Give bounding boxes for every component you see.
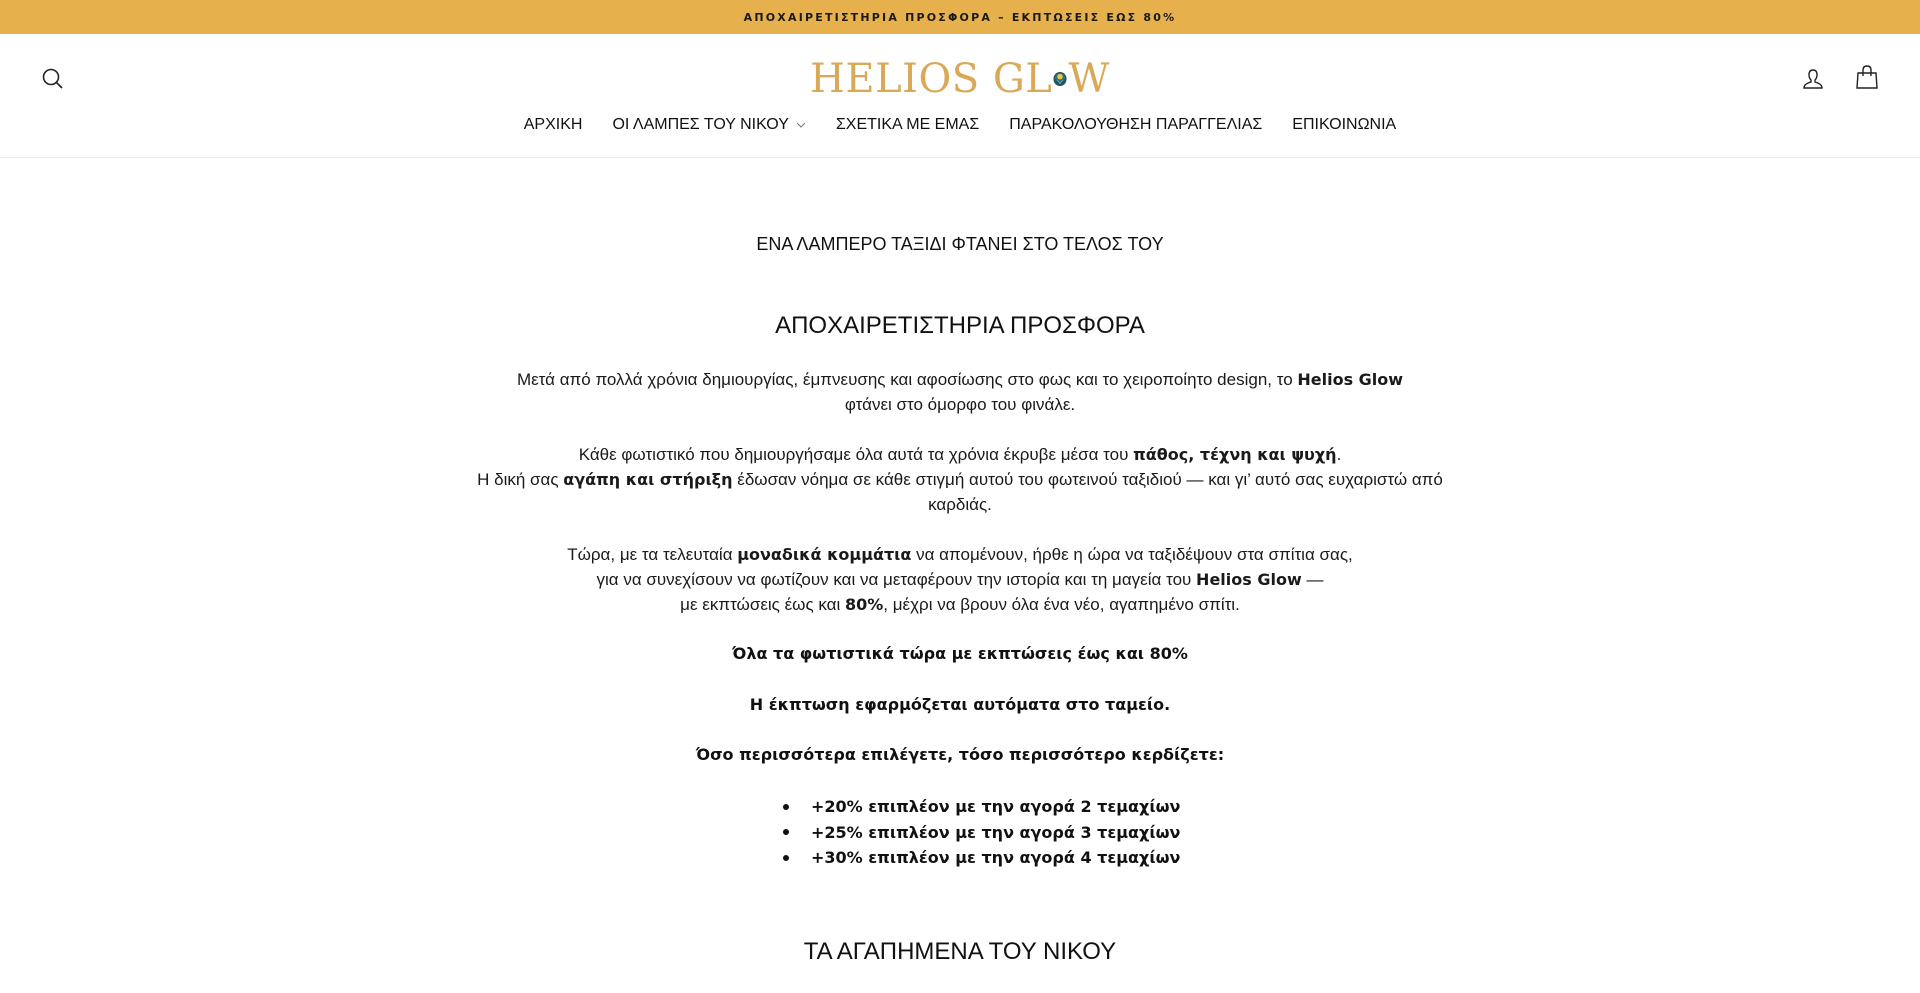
nav-about-label: ΣΧΕΤΙΚΑ ΜΕ ΕΜΑΣ: [835, 116, 980, 133]
nav-contact[interactable]: [1277, 116, 1411, 134]
nav-order-tracking[interactable]: [994, 116, 1277, 134]
text: .: [1336, 445, 1342, 464]
announcement-text: ΑΠΟΧΑΙΡΕΤΙΣΤΗΡΙΑ ΠΡΟΣΦΟΡΑ – ΕΚΠΤΩΣΕΙΣ ΕΩΣ 80%: [743, 10, 1177, 24]
account-icon: [1801, 67, 1825, 91]
list-item-text: +20% επιπλέον με την αγορά 2 τεμαχίων: [811, 797, 1181, 816]
nav-home-label: ΑΡΧΙΚΗ: [523, 116, 583, 133]
logo[interactable]: [810, 54, 1110, 104]
list-item-text: +30% επιπλέον με την αγορά 4 τεμαχίων: [811, 848, 1181, 867]
intro-paragraph: [460, 367, 1460, 417]
featured-section-title: ΤΑ ΑΓΑΠΗΜΕΝΑ ΤΟΥ ΝΙΚΟΥ: [803, 938, 1117, 965]
text: Μετά από πολλά χρόνια δημιουργίας, έμπνευσης και αφοσίωσης στο φως και το χειροποίητο design, το: [516, 370, 1298, 389]
main-nav: [0, 110, 1920, 140]
emphasis: αγάπη και στήριξη: [563, 470, 733, 489]
search-button[interactable]: [38, 64, 68, 94]
logo-text-end: W: [1068, 56, 1110, 102]
nav-home[interactable]: [509, 116, 598, 134]
page-title: ΑΠΟΧΑΙΡΕΤΙΣΤΗΡΙΑ ΠΡΟΣΦΟΡΑ: [775, 312, 1145, 339]
nav-contact-label: ΕΠΙΚΟΙΝΩΝΙΑ: [1292, 116, 1397, 133]
text: Κάθε φωτιστικό που δημιουργήσαμε όλα αυτά τα χρόνια έκρυβε μέσα του: [578, 445, 1134, 464]
cart-button[interactable]: [1852, 62, 1882, 92]
text: με εκπτώσεις έως και: [680, 595, 845, 614]
nav-order-tracking-label: ΠΑΡΑΚΟΛΟΥΘΗΣΗ ΠΑΡΑΓΓΕΛΙΑΣ: [1009, 116, 1263, 133]
text: να απομένουν, ήρθε η ώρα να ταξιδέψουν στα σπίτια σας,: [911, 545, 1353, 564]
search-icon: [42, 68, 64, 90]
bag-icon: [1855, 64, 1879, 90]
site-header: [0, 34, 1920, 158]
bullet-icon: [783, 829, 789, 835]
bullet-icon: [783, 855, 789, 861]
list-item-text: +25% επιπλέον με την αγορά 3 τεμαχίων: [811, 822, 1181, 842]
discount-headline: Όλα τα φωτιστικά τώρα με εκπτώσεις έως και 80%: [732, 644, 1188, 663]
offer-paragraph: [460, 542, 1460, 617]
list-item: [780, 845, 1180, 871]
chevron-down-icon: [796, 122, 806, 128]
account-button[interactable]: [1798, 64, 1828, 94]
announcement-bar: [0, 0, 1920, 34]
extra-discount-list: [780, 794, 1180, 871]
list-item: [780, 820, 1180, 846]
page-subtitle: ΕΝΑ ΛΑΜΠΕΡΟ ΤΑΞΙΔΙ ΦΤΑΝΕΙ ΣΤΟ ΤΕΛΟΣ ΤΟΥ: [756, 234, 1164, 254]
emphasis: πάθος, τέχνη και ψυχή: [1133, 445, 1337, 464]
text: —: [1301, 570, 1324, 589]
checkout-note: Η έκπτωση εφαρμόζεται αυτόματα στο ταμείο.: [749, 695, 1171, 714]
text: έδωσαν νόημα σε κάθε στιγμή αυτού του φωτεινού ταξιδιού — και γι’ αυτό σας ευχαριστώ από καρδιάς.: [732, 470, 1443, 514]
text: Τώρα, με τα τελευταία: [567, 545, 738, 564]
logo-emblem-icon: [1053, 63, 1067, 95]
text: Η δική σας: [477, 470, 564, 489]
brand-name: Helios Glow: [1196, 570, 1302, 589]
emphasis: 80%: [844, 595, 884, 614]
logo-text-start: HELIOS GL: [810, 56, 1053, 102]
more-you-buy-note: Όσο περισσότερα επιλέγετε, τόσο περισσότερο κερδίζετε:: [695, 745, 1225, 764]
text: , μέχρι να βρουν όλα ένα νέο, αγαπημένο σπίτι.: [883, 595, 1240, 614]
brand-name: Helios Glow: [1297, 370, 1404, 389]
emphasis: μοναδικά κομμάτια: [737, 545, 912, 564]
nav-lamps[interactable]: [597, 116, 820, 134]
list-item: [780, 794, 1180, 820]
text: για να συνεχίσουν να φωτίζουν και να μεταφέρουν την ιστορία και τη μαγεία του: [596, 570, 1197, 589]
thanks-paragraph: [460, 442, 1460, 517]
bullet-icon: [783, 804, 789, 810]
nav-about[interactable]: [821, 116, 994, 134]
nav-lamps-label: ΟΙ ΛΑΜΠΕΣ ΤΟΥ ΝΙΚΟΥ: [612, 116, 789, 133]
text: φτάνει στο όμορφο του φινάλε.: [844, 395, 1076, 414]
